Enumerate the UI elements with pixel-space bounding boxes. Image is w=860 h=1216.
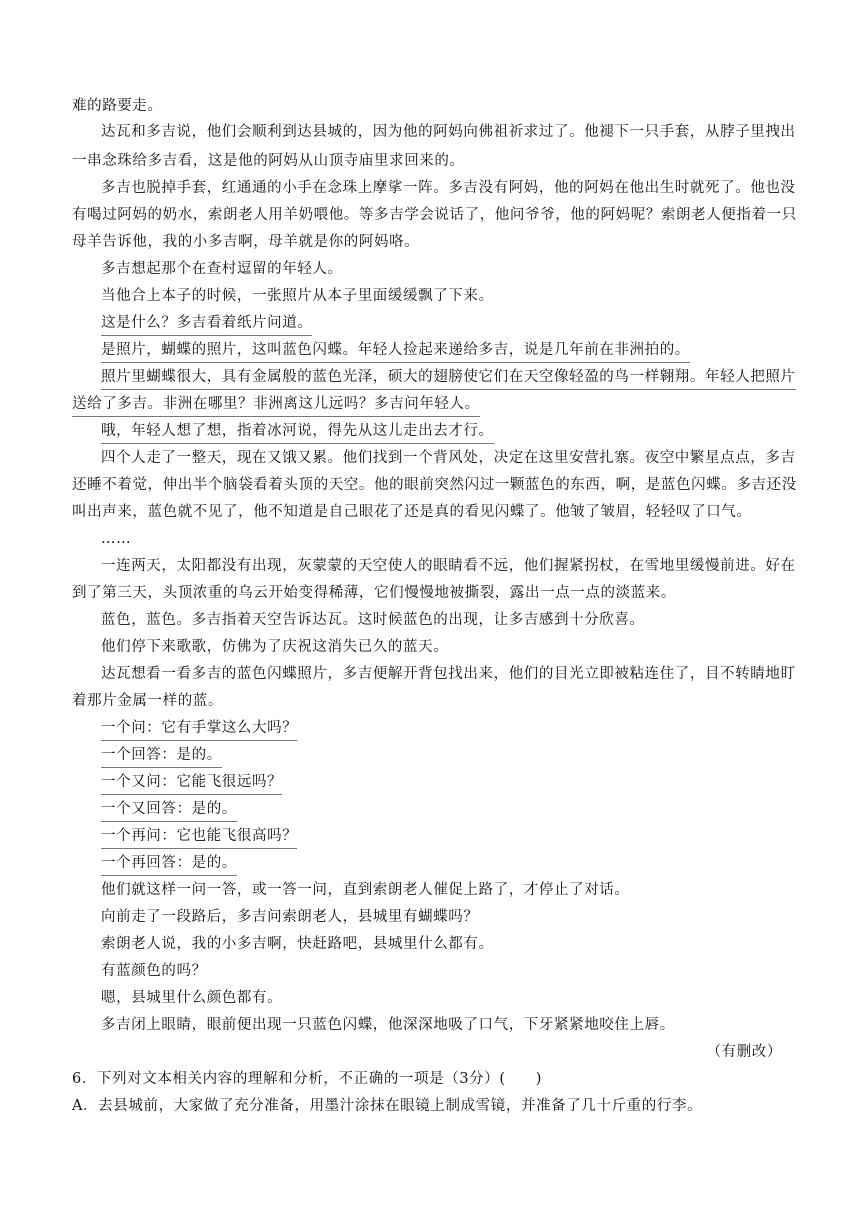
underlined-passage-line: 一个回答：是的。 [101,745,222,768]
underlined-passage-line: 这是什么？多吉看着纸片问道。 [101,313,312,336]
ellipsis-line: …… [101,531,132,547]
passage-line: 叫出声来，蓝色就不见了，他不知道是自己眼花了还是真的看见闪蝶了。他皱了皱眉，轻轻叹了口气。 [72,504,752,520]
passage-line: 他们停下来歌歌，仿佛为了庆祝这消失已久的蓝天。 [101,639,449,655]
passage-line: 多吉也脱掉手套，红通通的小手在念珠上摩挲一阵。多吉没有阿妈，他的阿妈在他出生时就死了。他也没 [101,180,796,196]
passage-line: 索朗老人说，我的小多吉啊，快赶路吧，县城里什么都有。 [101,936,494,952]
passage-line: 还睡不着觉，伸出半个脑袋看着头顶的天空。他的眼前突然闪过一颗蓝色的东西，啊，是蓝色闪蝶。多吉还没 [72,477,797,493]
underlined-passage-line: 送给了多吉。非洲在哪里？非洲离这儿远吗？多吉问年轻人。 [72,394,480,417]
passage-line: 达瓦和多吉说，他们会顺利到达县城的，因为他的阿妈向佛祖祈求过了。他褪下一只手套，从脖子里拽出 [101,124,796,140]
underlined-passage-line: 一个再回答：是的。 [101,853,237,876]
passage-line: 蓝色，蓝色。多吉指着天空告诉达瓦。这时候蓝色的出现，让多吉感到十分欣喜。 [101,612,645,628]
passage-line: 有喝过阿妈的奶水，索朗老人用羊奶喂他。等多吉学会说话了，他问爷爷，他的阿妈呢？索朗老人便指着一只 [72,207,797,223]
passage-line: 有蓝颜色的吗？ [101,963,207,979]
passage-line: 到了第三天，头顶浓重的乌云开始变得稀薄，它们慢慢地被撕裂，露出一点一点的淡蓝来。 [72,585,676,601]
underlined-passage-line: 哦，年轻人想了想，指着冰河说，得先从这儿走出去才行。 [101,421,494,444]
passage-line: 达瓦想看一看多吉的蓝色闪蝶照片，多吉便解开背包找出来，他们的目光立即被粘连住了，目不转睛地盯 [101,666,796,682]
underlined-passage-line: 一个问：它有手掌这么大吗？ [101,718,297,741]
passage-line: 多吉想起那个在查村逗留的年轻人。 [101,261,343,277]
passage-line: 多吉闭上眼睛，眼前便出现一只蓝色闪蝶，他深深地吸了口气，下牙紧紧地咬住上唇。 [101,1017,675,1033]
question-option-a: A．去县城前，大家做了充分准备，用墨汁涂抹在眼镜上制成雪镜，并准备了几十斤重的行李。 [72,1098,703,1114]
passage-line: 四个人走了一整天，现在又饿又累。他们找到一个背风处，决定在这里安营扎寨。夜空中繁星点点，多吉 [101,450,796,466]
question-stem: 6．下列对文本相关内容的理解和分析，不正确的一项是（3分）( ) [72,1071,543,1087]
underlined-passage-line: 一个又问：它能飞很远吗？ [101,772,282,795]
passage-line: 一连两天，太阳都没有出现，灰蒙蒙的天空使人的眼睛看不远，他们握紧拐杖，在雪地里缓慢前进。好在 [101,558,796,574]
passage-line: 嗯，县城里什么颜色都有。 [101,990,283,1006]
underlined-passage-line: 是照片，蝴蝶的照片，这叫蓝色闪蝶。年轻人捡起来递给多吉，说是几年前在非洲拍的。 [101,340,690,363]
passage-line: 他们就这样一问一答，或一答一问，直到索朗老人催促上路了，才停止了对话。 [101,882,630,898]
source-note: （有删改） [706,1044,782,1060]
underlined-passage-line: 照片里蝴蝶很大，具有金属般的蓝色光泽，硕大的翅膀使它们在天空像轻盈的鸟一样翱翔。年轻人把照片 [101,367,796,390]
passage-line: 一串念珠给多吉看，这是他的阿妈从山顶寺庙里求回来的。 [72,153,465,169]
passage-line: 向前走了一段路后，多吉问索朗老人，县城里有蝴蝶吗？ [101,909,479,925]
passage-line: 着那片金属一样的蓝。 [72,693,223,709]
passage-line: 当他合上本子的时候，一张照片从本子里面缓缓飘了下来。 [101,288,494,304]
passage-line: 母羊告诉他，我的小多吉啊，母羊就是你的阿妈咯。 [72,234,420,250]
passage-line: 难的路要走。 [72,98,163,114]
underlined-passage-line: 一个再问：它也能飞很高吗？ [101,826,297,849]
underlined-passage-line: 一个又回答：是的。 [101,799,237,822]
